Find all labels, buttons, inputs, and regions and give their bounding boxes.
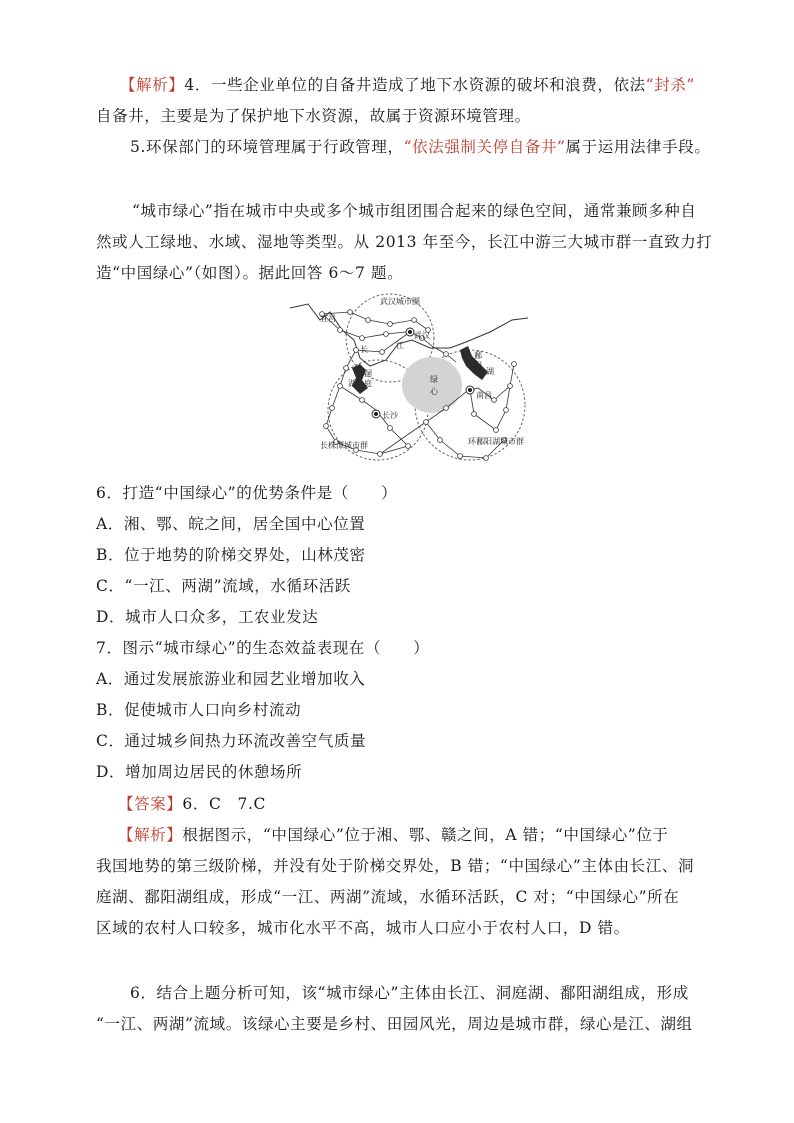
analysis-prev-line-1 bbox=[120, 74, 695, 96]
analysis6-line-2: “一江、两湖”流域。该绿心主要是乡村、田园风光，周边是城市群，绿心是江、湖组 bbox=[96, 1015, 693, 1033]
label-changsha: 长沙 bbox=[382, 411, 398, 420]
label-py-circle: 环鄱阳湖城市群 bbox=[468, 437, 524, 446]
label-dongting-2: 庭 bbox=[364, 379, 372, 388]
q6-option-c[interactable]: C．“一江、两湖”流域，水循环活跃 bbox=[96, 577, 351, 595]
label-yichang: 宜昌 bbox=[320, 314, 336, 323]
green-heart-area bbox=[402, 357, 462, 413]
q7-option-b[interactable]: B．促使城市人口向乡村流动 bbox=[96, 701, 302, 719]
analysis-line-3: 庭湖、鄱阳湖组成，形成“一江、两湖”流域，水循环活跃，C 对；“中国绿心”所在 bbox=[96, 888, 680, 906]
q6-option-b[interactable]: B．位于地势的阶梯交界处，山林茂密 bbox=[96, 546, 366, 564]
label-wuhan: 武汉 bbox=[414, 331, 430, 340]
label-nanchang: 南昌 bbox=[476, 391, 492, 400]
label-hu-left: 湖 bbox=[348, 379, 356, 388]
label-chang: 长 bbox=[360, 345, 368, 354]
analysis-tag: 【解析】 bbox=[120, 76, 185, 94]
highlight-text: “依法强制关停自备井” bbox=[403, 138, 566, 156]
label-jiang: 江 bbox=[396, 341, 404, 350]
q7-stem: 7．图示“城市绿心”的生态效益表现在（ ） bbox=[96, 639, 430, 657]
label-green-1: 绿 bbox=[430, 375, 438, 384]
analysis-text: 5.环保部门的环境管理属于行政管理， bbox=[130, 138, 404, 156]
answer-tag: 【答案】 bbox=[118, 795, 183, 813]
label-wuhan-circle: 武汉城市圈 bbox=[380, 297, 420, 306]
intro-line-2: 然或人工绿地、水域、湿地等类型。从 2013 年至今，长江中游三大城市群一直致力打 bbox=[96, 233, 713, 251]
analysis-line-4: 区域的农村人口较多，城市化水平不高，城市人口应小于农村人口，D 错。 bbox=[96, 919, 630, 937]
label-green-2: 心 bbox=[430, 387, 438, 396]
q7-option-d[interactable]: D．增加周边居民的休憩场所 bbox=[96, 763, 303, 781]
label-poyang-1: 鄱 bbox=[474, 351, 482, 360]
q6-stem: 6．打造“中国绿心”的优势条件是（ ） bbox=[96, 484, 398, 502]
analysis-prev-line-2: 自备井，主要是为了保护地下水资源，故属于资源环境管理。 bbox=[96, 107, 531, 125]
label-cz-circle: 长株潭城市群 bbox=[320, 441, 368, 450]
label-hu-right: 湖 bbox=[486, 367, 494, 376]
analysis6-line-1: 6．结合上题分析可知，该“城市绿心”主体由长江、洞庭湖、鄱阳湖组成，形成 bbox=[130, 984, 689, 1002]
answer-line bbox=[118, 793, 266, 815]
analysis-tag: 【解析】 bbox=[118, 826, 183, 844]
q7-option-c[interactable]: C．通过城乡间热力环流改善空气质量 bbox=[96, 732, 367, 750]
analysis-text: 4．一些企业单位的自备井造成了地下水资源的破坏和浪费，依法 bbox=[184, 76, 646, 94]
label-poyang-2: 阳 bbox=[474, 361, 482, 370]
highlight-text: “封杀” bbox=[645, 76, 695, 94]
intro-line-3: 造“中国绿心”（如图）。据此回答 6～7 题。 bbox=[96, 264, 404, 282]
intro-line-1: “城市绿心”指在城市中央或多个城市组团围合起来的绿色空间，通常兼顾多种自 bbox=[132, 202, 697, 220]
analysis-text: 根据图示，“中国绿心”位于湘、鄂、赣之间，A 错；“中国绿心”位于 bbox=[182, 826, 669, 844]
city-green-heart-map bbox=[290, 290, 530, 470]
q7-option-a[interactable]: A．通过发展旅游业和园艺业增加收入 bbox=[96, 670, 366, 688]
q6-option-d[interactable]: D．城市人口众多，工农业发达 bbox=[96, 608, 319, 626]
answer-text: 6．C 7.C bbox=[182, 795, 266, 813]
analysis-line-1 bbox=[118, 824, 669, 846]
analysis-text: 属于运用法律手段。 bbox=[565, 138, 711, 156]
q6-option-a[interactable]: A．湘、鄂、皖之间，居全国中心位置 bbox=[96, 515, 366, 533]
analysis-prev-line-3 bbox=[130, 136, 710, 158]
label-dongting-1: 洞 bbox=[364, 369, 372, 378]
analysis-line-2: 我国地势的第三级阶梯，并没有处于阶梯交界处，B 错；“中国绿心”主体由长江、洞 bbox=[96, 857, 695, 875]
